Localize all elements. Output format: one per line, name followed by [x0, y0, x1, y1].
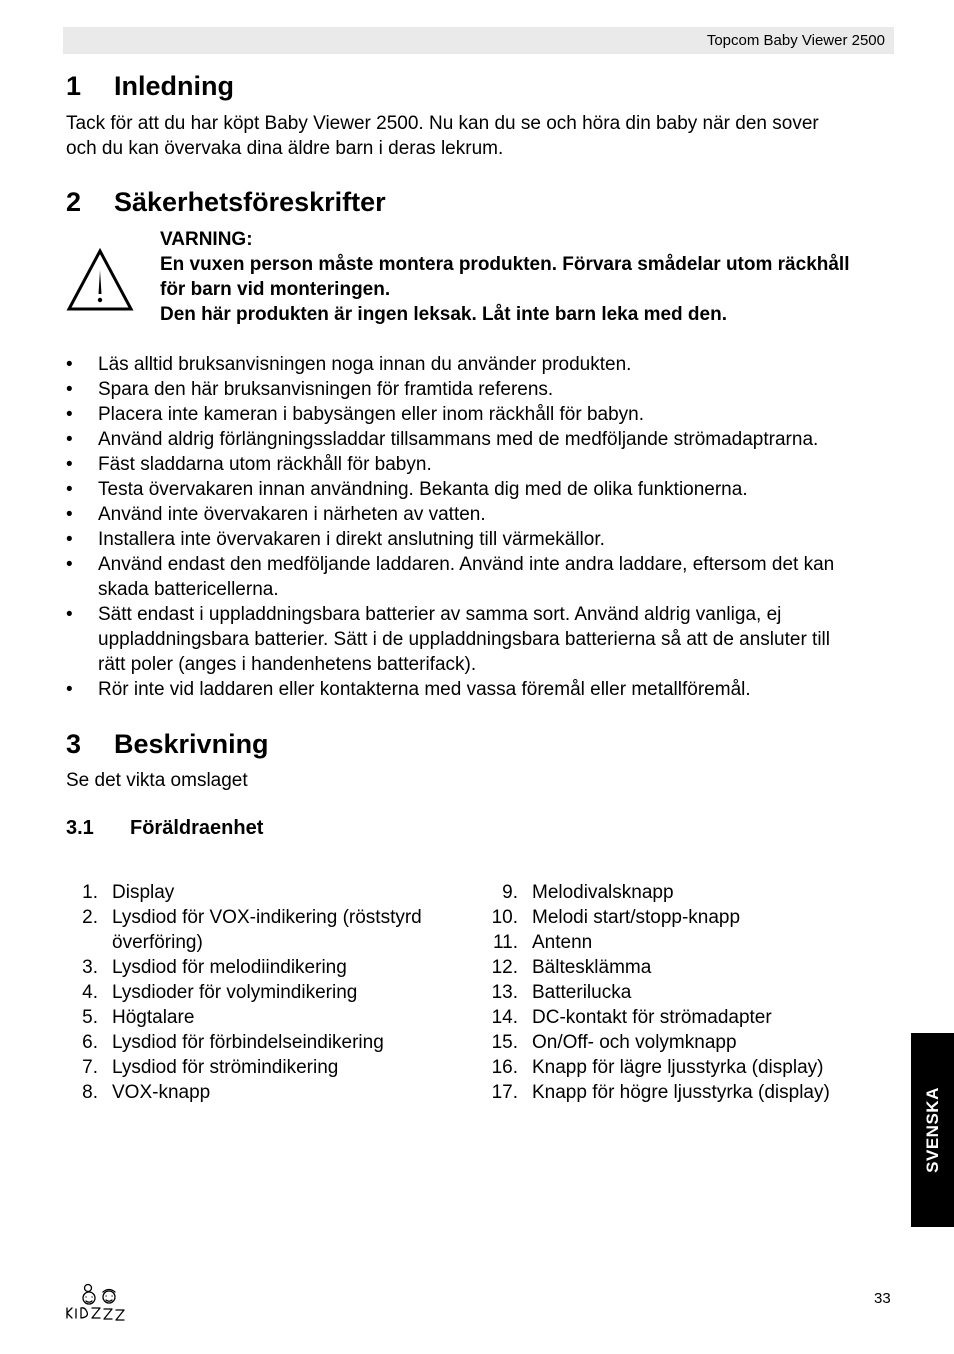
list-item [66, 377, 896, 402]
section-3-number: 3 [66, 729, 82, 759]
bullet-line: • Fäst sladdarna utom räckhåll för babyn. [98, 454, 432, 475]
bullet-line: • Sätt endast i uppladdningsbara batterier av samma sort. Använd aldrig vanliga, ej [98, 604, 782, 625]
bullet-line: • Använd aldrig förlängningssladdar tillsammans med de medföljande strömadaptrarna. [98, 429, 819, 450]
list-item [66, 1030, 466, 1055]
safety-bullet-list [66, 352, 896, 702]
bullet-line: uppladdningsbara batterier. Sätt i de uppladdningsbara batterierna så att de ansluter till [98, 629, 830, 650]
list-item [66, 427, 896, 452]
section-3-intro: Se det vikta omslaget [66, 770, 248, 791]
bullet-line: • Rör inte vid laddaren eller kontakterna med vassa föremål eller metallföremål. [98, 679, 751, 700]
list-item [66, 402, 896, 427]
list-item [66, 527, 896, 552]
list-item [66, 1055, 466, 1080]
item-text: Batterilucka [532, 982, 632, 1003]
item-number: 7. [82, 1057, 98, 1078]
item-number: 12. [491, 957, 518, 978]
item-text: Högtalare [112, 1007, 195, 1028]
bullet-line: • Placera inte kameran i babysängen eller inom räckhåll för babyn. [98, 404, 645, 425]
list-item [486, 880, 886, 905]
list-item [66, 955, 466, 980]
list-item [486, 955, 886, 980]
item-number: 1. [82, 882, 98, 903]
language-side-tab [911, 1033, 954, 1227]
bullet-line: • Spara den här bruksanvisningen för framtida referens. [98, 379, 554, 400]
item-number: 5. [82, 1007, 98, 1028]
item-text: Lysdiod för VOX-indikering (röststyrd [112, 907, 422, 928]
header-bar [63, 27, 894, 54]
section-1-title: Inledning [114, 71, 234, 101]
bullet-line: • Installera inte övervakaren i direkt anslutning till värmekällor. [98, 529, 605, 550]
list-item [66, 452, 896, 477]
subsection-number: 3.1 [66, 817, 94, 839]
item-number: 17. [491, 1082, 518, 1103]
item-number: 8. [82, 1082, 98, 1103]
section-1-heading [66, 71, 234, 102]
bullet-line: • Testa övervakaren innan användning. Bekanta dig med de olika funktionerna. [98, 479, 748, 500]
subsection-title: Föräldraenhet [130, 817, 264, 839]
header-title: Topcom Baby Viewer 2500 [706, 32, 885, 49]
section-2-number: 2 [66, 187, 82, 217]
bullet-line: • Använd inte övervakaren i närheten av vatten. [98, 504, 486, 525]
parent-unit-list-right [486, 880, 886, 1105]
item-text: On/Off- och volymknapp [532, 1032, 737, 1053]
list-item [486, 1005, 886, 1030]
section-2-title: Säkerhetsföreskrifter [114, 187, 386, 217]
warning-line: Den här produkten är ingen leksak. Låt inte barn leka med den. [160, 304, 727, 325]
list-item [486, 980, 886, 1005]
list-item [66, 602, 896, 677]
list-item [486, 930, 886, 955]
list-item [66, 502, 896, 527]
section-2-heading [66, 187, 386, 218]
list-item [66, 1080, 466, 1105]
item-text: Lysdiod för förbindelseindikering [112, 1032, 384, 1053]
item-number: 2. [82, 907, 98, 928]
item-number: 4. [82, 982, 98, 1003]
list-item [66, 677, 896, 702]
kidzzz-logo-icon [64, 1278, 136, 1322]
item-text: Knapp för lägre ljusstyrka (display) [532, 1057, 824, 1078]
section-1-line: Tack för att du har köpt Baby Viewer 2500. Nu kan du se och höra din baby när den sover [66, 113, 819, 134]
item-number: 11. [492, 932, 518, 953]
item-text: Bältesklämma [532, 957, 652, 978]
item-text: Antenn [532, 932, 593, 953]
item-number: 15. [491, 1032, 518, 1053]
list-item [486, 1030, 886, 1055]
language-label: SVENSKA [922, 1087, 942, 1173]
section-3-title: Beskrivning [114, 729, 269, 759]
section-1-number: 1 [66, 71, 82, 101]
warning-triangle-icon [66, 246, 134, 314]
section-1-line: och du kan övervaka dina äldre barn i deras lekrum. [66, 138, 504, 159]
item-text: Lysdiod för melodiindikering [112, 957, 347, 978]
list-item [66, 880, 466, 905]
item-text: Lysdioder för volymindikering [112, 982, 358, 1003]
list-item [66, 352, 896, 377]
bullet-line: skada battericellerna. [98, 579, 279, 600]
item-text: Melodivalsknapp [532, 882, 674, 903]
item-number: 10. [491, 907, 518, 928]
subsection-3-1-heading [66, 817, 263, 840]
item-number: 13. [491, 982, 518, 1003]
warning-label: VARNING: [160, 229, 253, 250]
item-text: VOX-knapp [112, 1082, 211, 1103]
warning-block [160, 227, 900, 327]
section-1-paragraph [66, 111, 896, 161]
list-item [66, 905, 466, 955]
warning-line: för barn vid monteringen. [160, 279, 391, 300]
list-item [486, 1080, 886, 1105]
parent-unit-list-left [66, 880, 466, 1105]
warning-line: En vuxen person måste montera produkten. Förvara smådelar utom räckhåll [160, 254, 850, 275]
page-number: 33 [874, 1290, 891, 1307]
list-item [66, 1005, 466, 1030]
item-number: 14. [491, 1007, 518, 1028]
bullet-line: rätt poler (anges i handenhetens batterifack). [98, 654, 477, 675]
item-text: Lysdiod för strömindikering [112, 1057, 339, 1078]
item-text: Melodi start/stopp-knapp [532, 907, 741, 928]
list-item [66, 477, 896, 502]
item-number: 16. [491, 1057, 518, 1078]
list-item [486, 905, 886, 930]
item-text: DC-kontakt för strömadapter [532, 1007, 772, 1028]
list-item [66, 980, 466, 1005]
list-item [486, 1055, 886, 1080]
section-3-heading [66, 729, 269, 760]
item-text: Knapp för högre ljusstyrka (display) [532, 1082, 830, 1103]
item-number: 3. [82, 957, 98, 978]
item-number: 6. [82, 1032, 98, 1053]
item-text: Display [112, 882, 175, 903]
bullet-line: • Använd endast den medföljande laddaren. Använd inte andra laddare, eftersom det kan [98, 554, 835, 575]
item-number: 9. [502, 882, 518, 903]
list-item [66, 552, 896, 602]
bullet-line: • Läs alltid bruksanvisningen noga innan du använder produkten. [98, 354, 632, 375]
item-text: överföring) [112, 932, 203, 953]
